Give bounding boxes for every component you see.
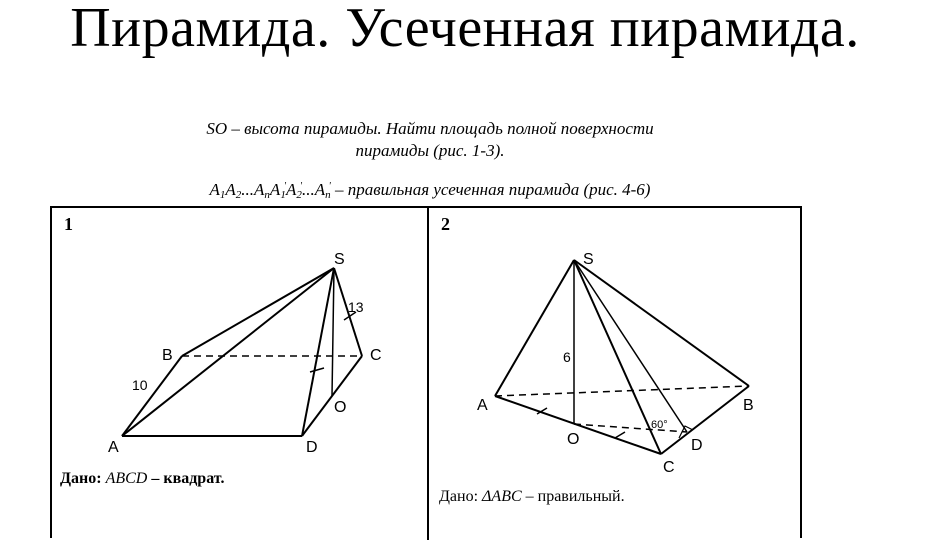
pyramid-figure-1: [52, 208, 427, 538]
frustum-notation: $A_1A_2...A_nA_1'A_2'...A_n'$: [209, 180, 331, 201]
label-C: C: [370, 347, 382, 364]
label-O: O: [567, 431, 580, 448]
tick-mark-2: [615, 432, 625, 438]
figure-panel-2: [429, 208, 802, 538]
height-SO: [332, 268, 334, 396]
label-D: D: [306, 439, 318, 456]
tick-mark-1: [310, 368, 324, 372]
label-A: A: [108, 439, 119, 456]
pyramid-1-edges: [122, 268, 362, 436]
given-figure: ΔABC: [482, 488, 522, 505]
label-D: D: [691, 437, 703, 454]
edge-label-10: 10: [132, 377, 148, 393]
apothem-SD: [574, 260, 687, 432]
task-line-3: [60, 180, 800, 201]
panel-number: 2: [441, 214, 450, 234]
given-label: Дано:: [439, 488, 479, 505]
given-rest: – правильный.: [525, 488, 625, 505]
task-line-2: пирамиды (рис. 1-3).: [355, 141, 505, 160]
edge-SA: [122, 268, 334, 436]
label-C: C: [663, 459, 675, 476]
pyramid-2-edges: [495, 260, 749, 454]
given-figure: ABCD: [105, 470, 148, 487]
label-S: S: [583, 251, 594, 268]
edge-SB: [182, 268, 334, 356]
edge-label-13: 13: [348, 299, 364, 315]
segment-OD-hidden: [574, 424, 687, 432]
edge-CB: [661, 386, 749, 454]
height-label-6: 6: [563, 349, 571, 365]
panel-number: 1: [64, 214, 73, 234]
task-text: [60, 118, 800, 162]
label-B: B: [162, 347, 173, 364]
figures-table: [50, 206, 802, 538]
label-O: O: [334, 399, 347, 416]
task-line-1: SO – высота пирамиды. Найти площадь полной поверхности: [206, 119, 654, 138]
given-text-2: [439, 488, 625, 506]
given-label: Дано:: [60, 470, 102, 487]
given-rest: – квадрат.: [151, 470, 225, 487]
label-A: A: [477, 397, 488, 414]
angle-label: 60°: [651, 419, 668, 431]
edge-SB: [574, 260, 749, 386]
edge-SA: [495, 260, 574, 396]
figure-panel-1: [52, 208, 427, 538]
edge-SD: [302, 268, 334, 436]
label-S: S: [334, 251, 345, 268]
given-text-1: [60, 470, 224, 488]
label-B: B: [743, 397, 754, 414]
task-line-3-text: – правильная усеченная пирамида (рис. 4-6): [335, 180, 651, 199]
edge-AB-hidden: [495, 386, 749, 396]
slide-title: Пирамида. Усеченная пирамида.: [70, 0, 860, 59]
